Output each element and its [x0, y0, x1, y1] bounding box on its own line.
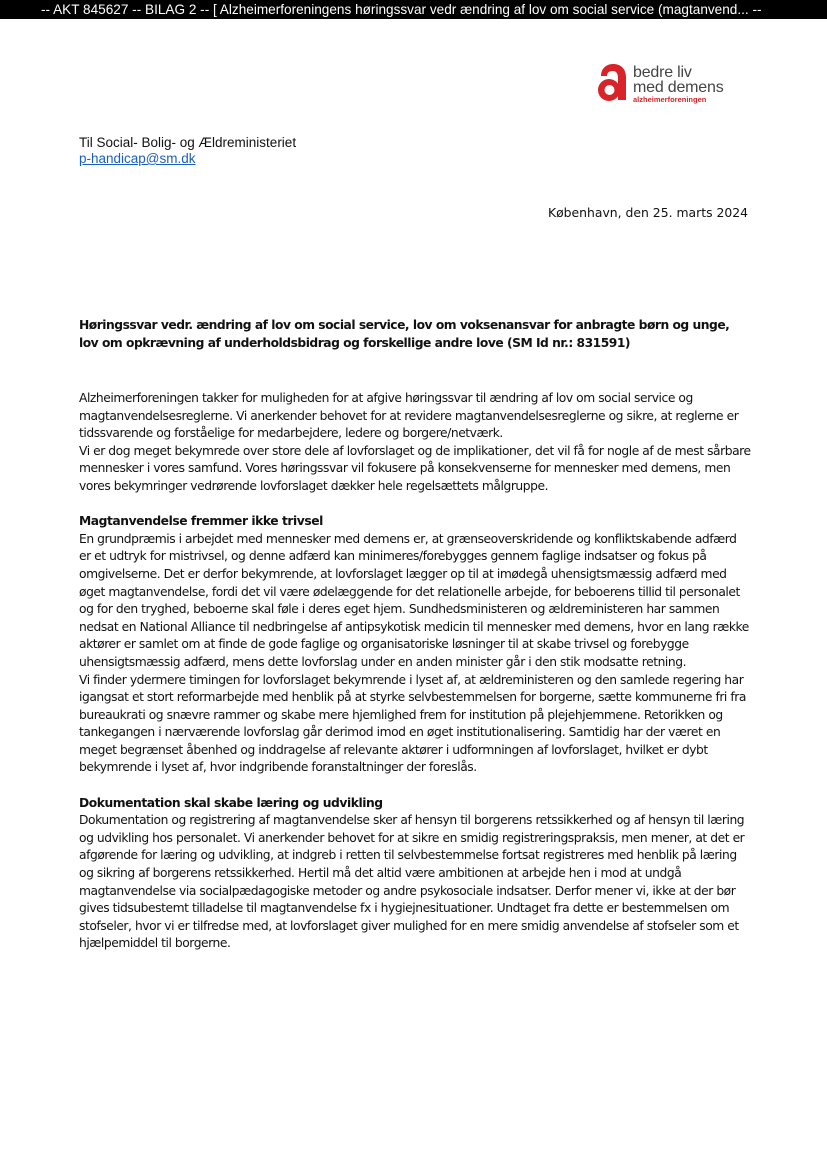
- section-paragraph: Vi finder ydermere timingen for lovforslaget bekymrende i lyset af, at ældreministeren og den samlede regering har igangsat et stort reformarbejde med henblik på at styrke selvbestemmelsen for borgerne, sætte kommunerne fri fra bureaukrati og snævre rammer og skabe mere hjemlighed frem for institution på plejehjemmene. Retorikken og tankegangen i nærværende lovforslag går derimod imod en øget institutionalisering. Samtidig har der været en meget begrænset åbenhed og inddragelse af relevante aktører i udformningen af lovforslaget, hvilket er dybt bekymrende i lyset af, hvor indgribende foranstaltninger der foreslås.: [79, 672, 746, 775]
- case-header-bar: [0, 0, 827, 19]
- section-paragraph: Dokumentation og registrering af magtanvendelse sker af hensyn til borgerens retssikkerhed og af hensyn til læring og udvikling hos personalet. Vi anerkender behovet for at sikre en smidig registreringspraksis, men mener, at det er afgørende for læring og udvikling, at indgreb i retten til selvbestemmelse fortsat registreres med henblik på læring og sikring af borgerens retssikkerhed. Hertil må det altid være ambitionen at arbejde hen i mod at undgå magtanvendelse via socialpædagogiske metoder og andre psykosociale indsatser. Derfor mener vi, ikke at der bør gives tidsubestemt tilladelse til magtanvendelse fx i hygiejnesituationer. Undtaget fra dette er bestemmelsen om stofseler, hvor vi er tilfredse med, at lovforslaget giver mulighed for en mere smidig anvendelse af stofseler som et hjælpemiddel til borgerne.: [79, 813, 745, 951]
- recipient-name: Til Social- Bolig- og Ældreministeriet: [79, 135, 297, 150]
- letter-body: [79, 390, 751, 953]
- logo-organisation-name: alzheimerforeningen: [633, 95, 707, 104]
- date-line: København, den 25. marts 2024: [547, 205, 748, 220]
- alzheimerforeningen-a-logo-icon: [595, 62, 629, 102]
- intro-paragraph: Vi er dog meget bekymrede over store dele af lovforslaget og de implikationer, det vil få for nogle af de mest sårbare mennesker i vores samfund. Vores høringssvar vil fokusere på konsekvenserne for mennesker med demens, men vores bekymringer vedrørende lovforslaget dækker hele regelsættets målgruppe.: [79, 443, 751, 493]
- alzheimer-logo: [595, 62, 735, 104]
- intro-paragraph: Alzheimerforeningen takker for muligheden for at afgive høringssvar til ændring af lov om social service og magtanvendelsesreglerne. Vi anerkender behovet for at revidere magtanvendelsesreglerne og sikre, at reglerne er tidssvarende og forståelige for medarbejdere, ledere og borgere/netværk.: [79, 391, 739, 441]
- section-paragraph: En grundpræmis i arbejdet med mennesker med demens er, at grænseoverskridende og konfliktskabende adfærd er et udtryk for mistrivsel, og denne adfærd kan minimeres/forebygges gennem faglige indsatser og fokus på omgivelserne. Det er derfor bekymrende, at lovforslaget lægger op til at imødegå uhensigtsmæssig adfærd med øget magtanvendelse, fordi det vil være ødelæggende for det relationelle arbejde, for beboerens tillid til personalet og for den tryghed, beboerne skal føle i deres eget hjem. Sundhedsministeren og ældreministeren har sammen nedsat en National Alliance til nedbringelse af antipsykotisk medicin til mennesker med demens, hvor en lang række aktører er samlet om at finde de gode faglige og organisatoriske løsninger til at skabe trivsel og forebygge uhensigtsmæssig adfærd, mens dette lovforslag under en anden minister går i den stik modsatte retning.: [79, 531, 749, 669]
- document-title: Høringssvar vedr. ændring af lov om social service, lov om voksenansvar for anbragte børn og unge, lov om opkrævning af underholdsbidrag og forskellige andre love (SM Id nr.: 831591): [79, 318, 730, 350]
- case-header-text: -- AKT 845627 -- BILAG 2 -- [ Alzheimerforeningens høringssvar vedr ændring af lov om social service (magtanvend... --: [41, 2, 762, 17]
- section-heading: Dokumentation skal skabe læring og udvikling: [79, 795, 383, 810]
- logo-tagline-line2: med demens: [633, 79, 724, 96]
- recipient-email-link[interactable]: p-handicap@sm.dk: [79, 151, 196, 166]
- section-heading: Magtanvendelse fremmer ikke trivsel: [79, 514, 323, 529]
- recipient-block: [79, 135, 296, 167]
- logo-tagline-line1: bedre liv: [633, 64, 692, 81]
